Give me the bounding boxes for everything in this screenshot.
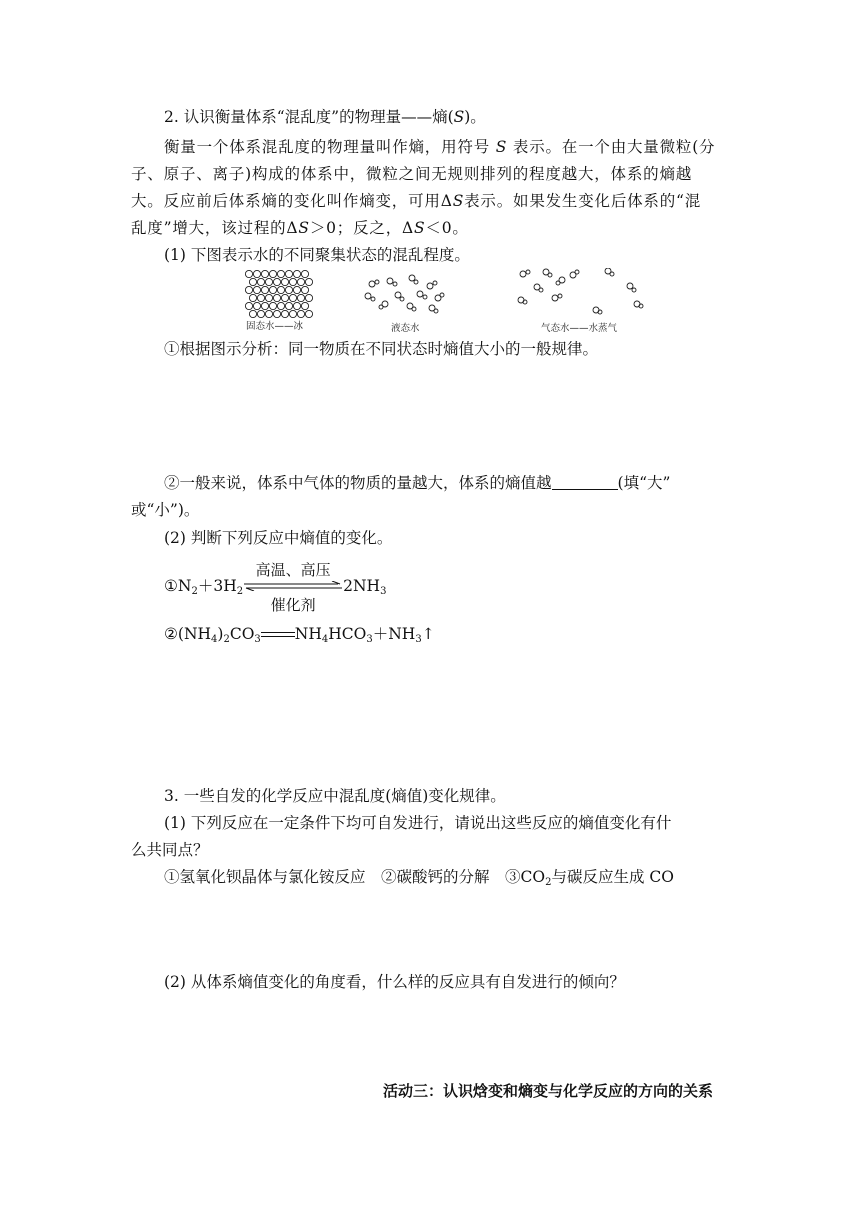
ice-molecule (269, 270, 276, 277)
ice-molecule (293, 286, 300, 293)
ice-molecule (289, 294, 296, 301)
ice-molecule (261, 286, 268, 293)
ice-molecule (265, 294, 272, 301)
ice-molecule (289, 310, 296, 317)
liquid-water-figure (365, 275, 444, 313)
ice-molecule (277, 302, 284, 309)
ice-molecule (273, 294, 280, 301)
ice-molecule (285, 302, 292, 309)
condition-bottom: 催化剂 (270, 596, 316, 614)
ice-molecule (261, 302, 268, 309)
ice-molecule (261, 270, 268, 277)
ice-molecule (301, 270, 308, 277)
ice-molecule (245, 286, 252, 293)
ice-molecule (265, 310, 272, 317)
section2-title: 2. 认识衡量体系“混乱度”的物理量——熵(S)。 (164, 108, 486, 126)
ice-molecule (305, 310, 312, 317)
ice-molecule (245, 270, 252, 277)
ice-molecule (281, 294, 288, 301)
caption-gas: 气态水——水蒸气 (541, 323, 618, 334)
ice-molecule (281, 310, 288, 317)
ice-molecule (305, 278, 312, 285)
ice-molecule (297, 310, 304, 317)
equals-sign (261, 630, 295, 640)
ice-molecule (281, 278, 288, 285)
ice-molecule (257, 310, 264, 317)
answer-blank[interactable] (552, 475, 618, 490)
ice-molecule (249, 278, 256, 285)
water-vapor-figure (518, 268, 643, 314)
question-2-1: (1) 下图表示水的不同聚集状态的混乱程度。 (164, 246, 470, 264)
ice-molecule (297, 294, 304, 301)
ice-molecule (289, 278, 296, 285)
entropy-paragraph-line-3: 大。反应前后体系熵的变化叫作熵变，可用ΔS表示。如果发生变化后体系的“混 (131, 192, 702, 210)
question-3-1-items: ①氢氧化钡晶体与氯化铵反应 ②碳酸钙的分解 $③CO_2$与碳反应生成 CO (164, 868, 674, 888)
ice-molecule (293, 302, 300, 309)
ice-molecule (277, 286, 284, 293)
reversible-arrow (244, 561, 342, 614)
question-3-1-line-2: 么共同点？ (131, 841, 209, 859)
section3-title: 3. 一些自发的化学反应中混乱度(熵值)变化规律。 (164, 787, 506, 805)
ice-molecule (285, 270, 292, 277)
question-2-1-a: ①根据图示分析：同一物质在不同状态时熵值大小的一般规律。 (164, 340, 599, 358)
ice-molecule (253, 302, 260, 309)
reaction-1: $①N_2+3H_2$ 高温、高压 催化剂 $2NH_3$ (164, 561, 387, 614)
caption-liquid: 液态水 (391, 323, 420, 334)
ice-molecule (301, 286, 308, 293)
ice-molecule (249, 310, 256, 317)
ice-lattice-figure (245, 270, 312, 317)
reaction-2: $②(NH_4)_2CO_3$ $NH_4HCO_3+NH_3↑$ (164, 625, 435, 645)
activity-3-heading: 活动三：认识焓变和熵变与化学反应的方向的关系 (383, 1082, 714, 1100)
entropy-paragraph-line-4: 乱度”增大，该过程的ΔS＞0；反之，ΔS＜0。 (131, 219, 469, 237)
ice-molecule (253, 286, 260, 293)
entropy-paragraph-line-2: 子、原子、离子)构成的体系中，微粒之间无规则排列的程度越大，体系的熵越 (131, 165, 693, 183)
ice-molecule (305, 294, 312, 301)
ice-molecule (269, 286, 276, 293)
question-2-2: (2) 判断下列反应中熵值的变化。 (164, 529, 393, 547)
ice-molecule (293, 270, 300, 277)
ice-molecule (301, 302, 308, 309)
ice-molecule (273, 278, 280, 285)
ice-molecule (253, 270, 260, 277)
ice-molecule (285, 286, 292, 293)
ice-molecule (249, 294, 256, 301)
question-2-1-b: ②一般来说，体系中气体的物质的量越大，体系的熵值越 (填“大” (164, 474, 671, 492)
ice-molecule (269, 302, 276, 309)
ice-molecule (297, 278, 304, 285)
entropy-paragraph-line-1: 衡量一个体系混乱度的物理量叫作熵，用符号 S 表示。在一个由大量微粒(分 (164, 138, 716, 156)
question-3-1-line-1: (1) 下列反应在一定条件下均可自发进行，请说出这些反应的熵值变化有什 (164, 814, 672, 832)
condition-top: 高温、高压 (255, 561, 331, 579)
ice-molecule (265, 278, 272, 285)
ice-molecule (245, 302, 252, 309)
question-2-1-b-cont: 或“小”)。 (131, 501, 200, 519)
caption-solid: 固态水——冰 (246, 321, 304, 332)
ice-molecule (257, 278, 264, 285)
ice-molecule (273, 310, 280, 317)
question-3-2: (2) 从体系熵值变化的角度看，什么样的反应具有自发进行的倾向？ (164, 973, 625, 991)
ice-molecule (257, 294, 264, 301)
ice-molecule (277, 270, 284, 277)
